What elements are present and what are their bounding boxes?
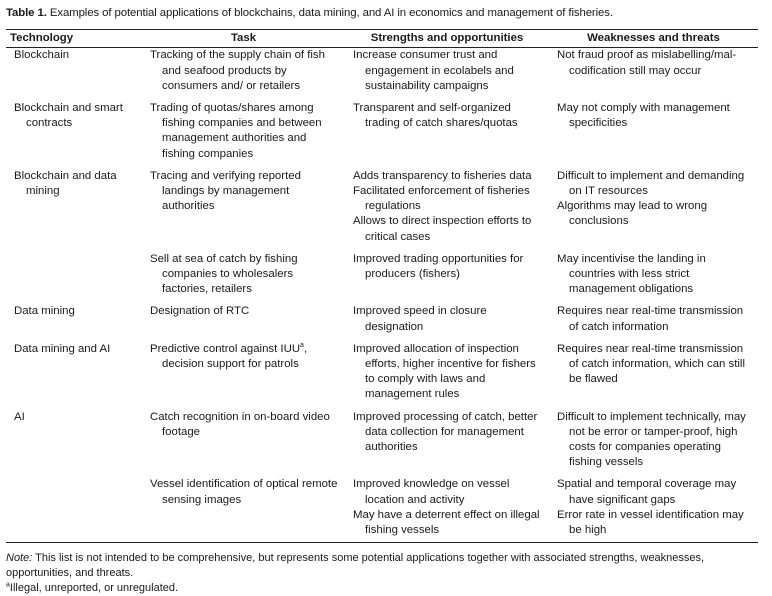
cell-technology: Data mining: [14, 305, 75, 318]
cell-weakness: Spatial and temporal coverage may have significant gaps: [557, 478, 737, 506]
cell-task: Tracking of the supply chain of fish and seafood products by consumers and/ or retailers: [150, 49, 325, 92]
cell-strength: Allows to direct inspection efforts to critical cases: [353, 215, 532, 243]
cell-strength: Transparent and self-organized trading of catch shares/quotas: [353, 102, 518, 130]
note-text: This list is not intended to be comprehensive, but represents some potential applications together with associated strengths, weaknesses, opportunities, and threats.: [6, 552, 705, 580]
cell-strength: Adds transparency to fisheries data: [353, 169, 532, 182]
cell-technology: Blockchain and data mining: [14, 169, 117, 198]
table-row: [6, 335, 758, 403]
footnote-marker: a: [300, 342, 304, 350]
cell-weakness: May not comply with management specificities: [557, 102, 730, 130]
header-task: Task: [230, 32, 257, 45]
cell-weakness: Difficult to implement and demanding on IT resources: [557, 169, 745, 198]
note-paragraph: [6, 551, 758, 581]
caption-text: Examples of potential applications of blockchains, data mining, and AI in economics and management of fisheries.: [49, 7, 613, 19]
table-caption: [6, 6, 758, 21]
cell-task: Tracing and verifying reported landings by management authorities: [150, 169, 301, 213]
cell-task: Designation of RTC: [150, 305, 250, 318]
footnote-mark: a: [6, 581, 10, 589]
table-header: [6, 30, 758, 48]
data-table: [6, 29, 758, 543]
table-row: [6, 48, 758, 94]
table-row: [6, 94, 758, 162]
caption-label: Table 1.: [6, 7, 47, 19]
cell-weakness: Not fraud proof as mislabelling/mal- codification still may occur: [557, 49, 737, 77]
cell-task: Trading of quotas/shares among fishing companies and between management authorities and fishing companies: [150, 102, 322, 160]
cell-task-text: Predictive control against IUU: [150, 342, 301, 355]
cell-task: Sell at sea of catch by fishing companies to wholesalers factories, retailers: [150, 252, 298, 296]
cell-strength: Facilitated enforcement of fisheries regulations: [353, 185, 530, 213]
cell-task: Vessel identification of optical remote sensing images: [150, 478, 338, 506]
cell-weakness: Difficult to implement technically, may not be error or tamper-proof, high costs for companies operating fishing vessels: [557, 410, 746, 469]
cell-weakness: Requires near real-time transmission of catch information, which can still be flawed: [557, 342, 745, 386]
header-technology: Technology: [10, 32, 74, 45]
table-row: [6, 162, 758, 245]
cell-technology: AI: [14, 410, 25, 423]
note-label: Note:: [6, 552, 33, 565]
cell-weakness: May incentivise the landing in countries with less strict management obligations: [557, 252, 706, 296]
table-row: [6, 297, 758, 334]
cell-strength: Improved speed in closure designation: [353, 305, 487, 333]
cell-task: Catch recognition in on-board video footage: [150, 410, 330, 438]
cell-strength: Improved trading opportunities for producers (fishers): [353, 252, 524, 281]
cell-weakness: Error rate in vessel identification may be high: [557, 508, 744, 537]
cell-technology: Blockchain and smart contracts: [14, 102, 123, 130]
cell-strength: Improved knowledge on vessel location and activity: [353, 478, 510, 506]
footnote: [6, 581, 758, 596]
cell-strength: Increase consumer trust and engagement in ecolabels and sustainability campaigns: [353, 49, 514, 92]
cell-task-text-rest: , decision support for patrols: [162, 342, 308, 371]
cell-weakness: Algorithms may lead to wrong conclusions: [557, 200, 708, 228]
cell-strength: Improved allocation of inspection efforts, higher incentive for fishers to comply with laws and management rules: [353, 342, 536, 401]
table-body: [6, 48, 758, 543]
table-notes: [6, 551, 758, 596]
table-row: [6, 403, 758, 471]
header-strengths: Strengths and opportunities: [370, 32, 524, 45]
table-row: [6, 245, 758, 298]
table-figure: [6, 6, 758, 596]
cell-strength: Improved processing of catch, better data collection for management authorities: [353, 410, 538, 454]
cell-task: [146, 342, 341, 372]
cell-technology: Data mining and AI: [14, 342, 111, 355]
header-weaknesses: Weaknesses and threats: [587, 32, 720, 45]
footnote-text: Illegal, unreported, or unregulated.: [9, 582, 179, 595]
cell-strength: May have a deterrent effect on illegal fishing vessels: [353, 508, 540, 537]
cell-weakness: Requires near real-time transmission of catch information: [557, 305, 744, 333]
table-row: [6, 470, 758, 542]
cell-technology: Blockchain: [14, 49, 70, 62]
